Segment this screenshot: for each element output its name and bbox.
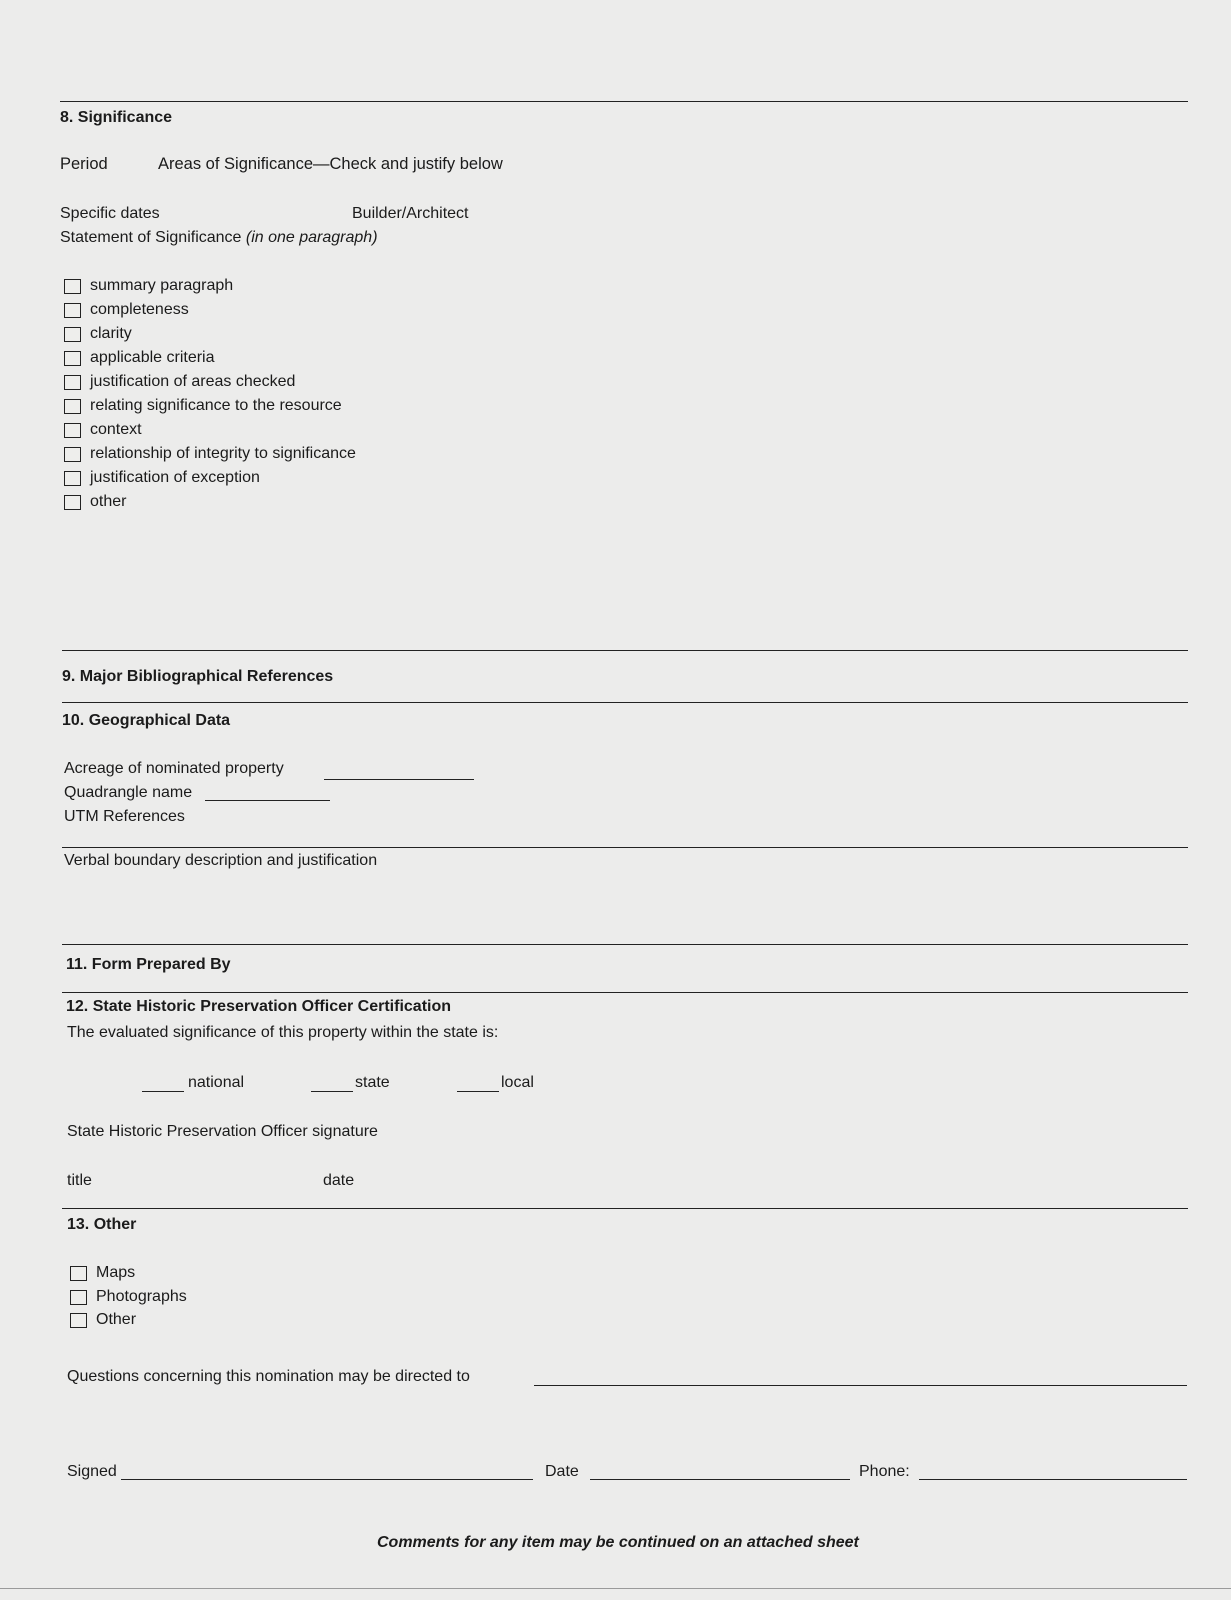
checklist-item-label: Maps — [96, 1264, 136, 1281]
level-local-label: local — [501, 1074, 534, 1091]
evaluated-significance-text: The evaluated significance of this property within the state is: — [67, 1024, 499, 1041]
checklist-item-label: relationship of integrity to significance — [90, 445, 356, 462]
checklist-item-label: applicable criteria — [90, 349, 215, 366]
section-12-heading: 12. State Historic Preservation Officer Certification — [66, 998, 452, 1015]
statement-label: Statement of Significance — [60, 229, 242, 246]
checklist-item-label: Photographs — [96, 1288, 187, 1305]
phone-label: Phone: — [859, 1463, 910, 1480]
top-rule — [60, 101, 1188, 102]
signed-date-field[interactable] — [590, 1479, 850, 1480]
level-state-label: state — [355, 1074, 390, 1091]
checkbox[interactable] — [64, 399, 81, 414]
signed-label: Signed — [67, 1463, 117, 1480]
section-9-heading: 9. Major Bibliographical References — [62, 668, 334, 685]
section-9-rule — [62, 650, 1188, 651]
section-8-heading: 8. Significance — [60, 109, 173, 126]
level-national-label: national — [188, 1074, 245, 1091]
checkbox[interactable] — [64, 471, 81, 486]
shpo-signature-label: State Historic Preservation Officer signature — [67, 1123, 378, 1140]
questions-contact-field[interactable] — [534, 1385, 1187, 1386]
state-blank[interactable] — [311, 1091, 353, 1092]
section-11-rule — [62, 944, 1188, 945]
checkbox[interactable] — [64, 447, 81, 462]
checkbox[interactable] — [64, 423, 81, 438]
checklist-item-label: clarity — [90, 325, 132, 342]
signed-date-label: Date — [545, 1463, 579, 1480]
national-blank[interactable] — [142, 1091, 184, 1092]
section-11-heading: 11. Form Prepared By — [66, 956, 231, 973]
quadrangle-label: Quadrangle name — [64, 784, 193, 801]
page-bottom-edge — [0, 1588, 1231, 1589]
checklist-item-label: summary paragraph — [90, 277, 234, 294]
quadrangle-field[interactable] — [205, 800, 330, 801]
verbal-boundary-rule — [62, 847, 1188, 848]
checkbox[interactable] — [64, 303, 81, 318]
checklist-item-label: relating significance to the resource — [90, 397, 342, 414]
questions-label: Questions concerning this nomination may be directed to — [67, 1368, 470, 1385]
builder-architect-label: Builder/Architect — [352, 205, 469, 222]
section-10-heading: 10. Geographical Data — [62, 712, 231, 729]
checklist-item-label: context — [90, 421, 142, 438]
checkbox[interactable] — [64, 279, 81, 294]
checklist-item-label: Other — [96, 1311, 137, 1328]
checkbox[interactable] — [64, 375, 81, 390]
verbal-boundary-label: Verbal boundary description and justification — [64, 852, 378, 869]
checklist-item-label: other — [90, 493, 127, 510]
specific-dates-label: Specific dates — [60, 205, 160, 222]
checkbox[interactable] — [70, 1313, 87, 1328]
section-12-rule — [62, 992, 1188, 993]
date-label: date — [323, 1172, 355, 1189]
section-13-heading: 13. Other — [67, 1216, 137, 1233]
statement-note: (in one paragraph) — [245, 229, 378, 246]
comments-note: Comments for any item may be continued on an attached sheet — [377, 1534, 859, 1551]
checklist-item-label: justification of exception — [90, 469, 260, 486]
section-13-rule — [62, 1208, 1188, 1209]
title-label: title — [67, 1172, 92, 1189]
statement-of-significance-label — [60, 229, 378, 247]
period-label: Period — [60, 155, 108, 173]
checklist-item-label: justification of areas checked — [90, 373, 296, 390]
phone-field[interactable] — [919, 1479, 1187, 1480]
acreage-field[interactable] — [324, 779, 474, 780]
checkbox[interactable] — [64, 495, 81, 510]
local-blank[interactable] — [457, 1091, 499, 1092]
signed-field[interactable] — [121, 1479, 533, 1480]
areas-of-significance-label: Areas of Significance—Check and justify below — [158, 155, 503, 173]
checklist-item-label: completeness — [90, 301, 189, 318]
checkbox[interactable] — [70, 1266, 87, 1281]
utm-references-label: UTM References — [64, 808, 185, 825]
section-10-rule — [62, 702, 1188, 703]
checkbox[interactable] — [64, 327, 81, 342]
checkbox[interactable] — [64, 351, 81, 366]
acreage-label: Acreage of nominated property — [64, 760, 284, 777]
checkbox[interactable] — [70, 1290, 87, 1305]
